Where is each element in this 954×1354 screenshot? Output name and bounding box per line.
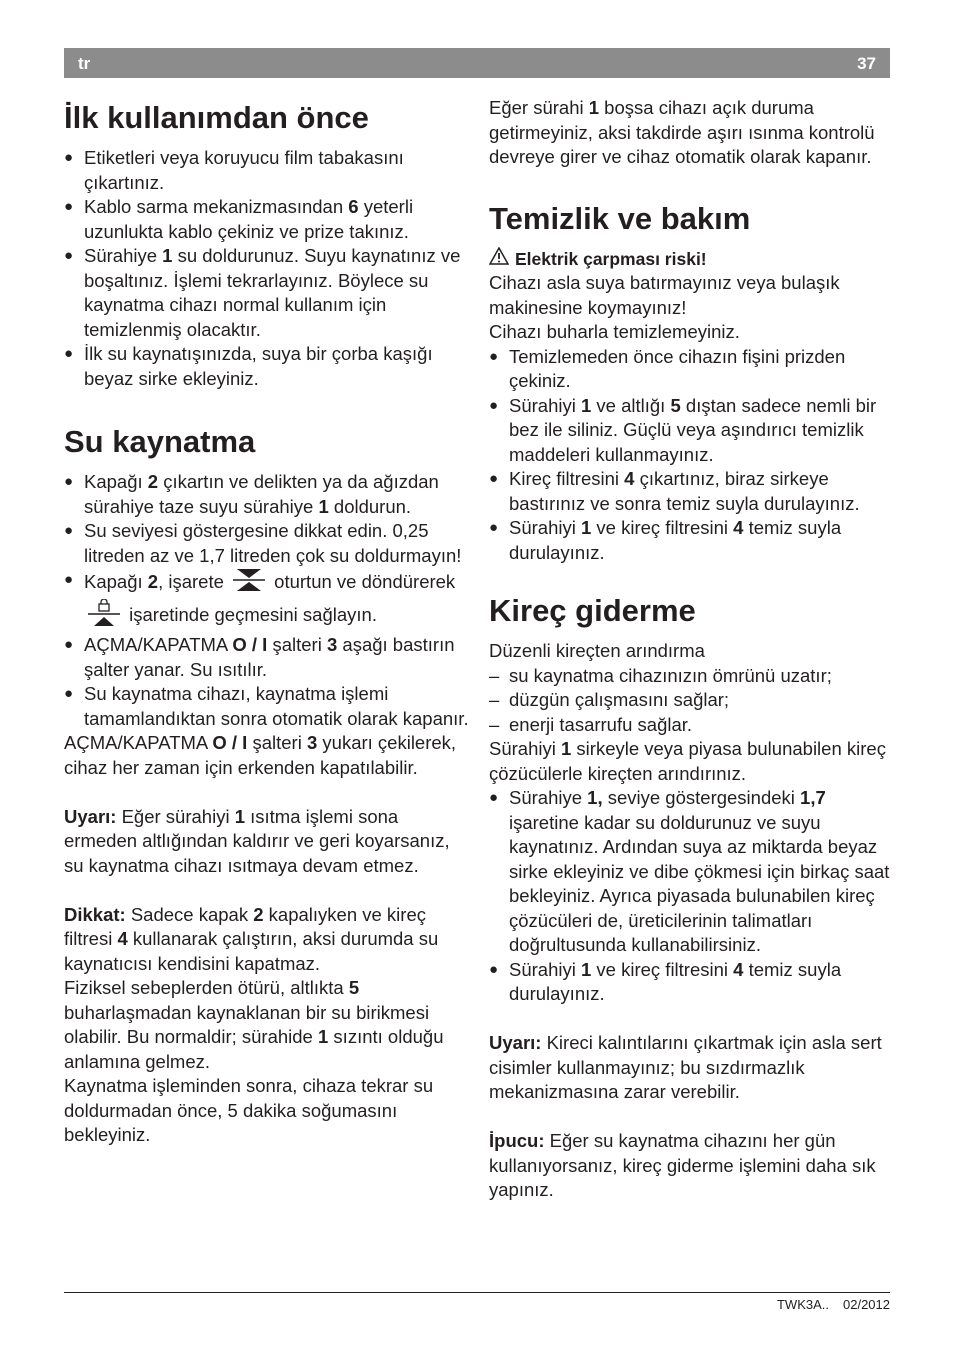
language-code: tr [78, 54, 91, 73]
descaling-method: Sürahiyi 1 sirkeyle veya piyasa bulunabilen kireç çözücülerle kireçten arındırınız. [489, 738, 886, 784]
list-item: ● Su seviyesi göstergesine dikkat edin. 0,25 litreden az ve 1,7 litreden çok su doldurmayın! [64, 519, 474, 568]
warning-paragraph: Uyarı: Eğer sürahiyi 1 ısıtma işlemi sona ermeden altlığından kaldırır ve geri koyarsanız, su kaynatma cihazı ısıtmaya devam etmez. [64, 805, 450, 876]
descaling-benefits [489, 664, 894, 738]
switch-paragraph: AÇMA/KAPATMA O / I şalteri 3 yukarı çekilerek, cihaz her zaman için erkenden kapatılabilir. [64, 732, 457, 778]
list-item: ● Su kaynatma cihazı, kaynatma işlemi tamamlandıktan sonra otomatik olarak kapanır. [64, 682, 474, 731]
section-title-boiling: Su kaynatma [64, 424, 256, 459]
list-item: ● Kapağı 2, işarete oturtun ve döndürerek işaretinde geçmesini sağlayın. [64, 568, 474, 633]
page-header [64, 48, 890, 78]
electric-shock-warning: Elektrik çarpması riski! [489, 247, 894, 272]
warning-triangle-icon [489, 247, 515, 272]
cleaning-list [489, 345, 894, 566]
descaling-list [489, 786, 894, 1007]
descaling-tip: İpucu: Eğer su kaynatma cihazını her gün kullanıyorsanız, kireç giderme işlemini daha sık yapınız. [489, 1130, 876, 1200]
list-item: ● Sürahiyi 1 ve kireç filtresini 4 temiz suyla durulayınız. [489, 958, 894, 1007]
section-title-descaling: Kireç giderme [489, 593, 696, 628]
section-title-cleaning: Temizlik ve bakım [489, 200, 751, 236]
list-item: ● Sürahiyi 1 ve kireç filtresini 4 temiz suyla durulayınız. [489, 516, 894, 565]
right-column [489, 96, 894, 1203]
left-column [64, 96, 474, 1148]
list-item: ● Kapağı 2 çıkartın ve delikten ya da ağızdan sürahiye taze suyu sürahiye 1 doldurun. [64, 470, 474, 519]
page-number: 37 [857, 54, 876, 73]
lid-close-icon [231, 568, 267, 599]
print-date: 02/2012 [843, 1297, 890, 1312]
list-item: ● Etiketleri veya koruyucu film tabakasını çıkartınız. [64, 146, 474, 195]
list-item: ● AÇMA/KAPATMA O / I şalteri 3 aşağı bastırın şalter yanar. Su ısıtılır. [64, 633, 474, 682]
empty-jug-paragraph: Eğer sürahi 1 boşsa cihazı açık duruma getirmeyiniz, aksi takdirde aşırı ısınma kontrolü devreye girer ve cihaz otomatik olarak kapanır. [489, 97, 875, 167]
page-footer [777, 1297, 890, 1312]
caution-paragraph: Dikkat: Sadece kapak 2 kapalıyken ve kireç filtresi 4 kullanarak çalıştırın, aksi durumda su kaynatıcısı kendisini kapatmaz. [64, 903, 439, 974]
cooling-paragraph: Kaynatma işleminden sonra, cihaza tekrar su doldurmadan önce, 5 dakika soğumasını bekleyiniz. [64, 1075, 434, 1145]
section-title-first-use: İlk kullanımdan önce [64, 100, 369, 135]
boiling-list [64, 470, 474, 731]
no-immerse-paragraph: Cihazı asla suya batırmayınız veya bulaşık makinesine koymayınız! [489, 272, 840, 318]
list-item: ● Kablo sarma mekanizmasından 6 yeterli uzunlukta kablo çekiniz ve prize takınız. [64, 195, 474, 244]
no-steam-paragraph: Cihazı buharla temizlemeyiniz. [489, 321, 740, 342]
list-item: ● Sürahiyi 1 ve altlığı 5 dıştan sadece nemli bir bez ile siliniz. Güçlü veya aşındırıcı temizlik maddeleri kullanmayınız. [489, 394, 894, 468]
list-item: ● İlk su kaynatışınızda, suya bir çorba kaşığı beyaz sirke ekleyiniz. [64, 342, 474, 391]
physics-paragraph: Fiziksel sebeplerden ötürü, altlıkta 5 buharlaşmadan kaynaklanan bir su birikmesi olabilir. Bu normaldir; sürahide 1 sızıntı olduğu anlamına gelmez. [64, 977, 444, 1072]
list-item: – su kaynatma cihazınızın ömrünü uzatır; [489, 664, 894, 689]
first-use-list [64, 146, 474, 391]
footer-divider [64, 1292, 890, 1293]
list-item: ● Sürahiye 1, seviye göstergesindeki 1,7 işaretine kadar su doldurunuz ve suyu kaynatınız. Ardından suya az miktarda beyaz sirke ekleyiniz ve dibe çökmesi için birkaç saat bekleyiniz. Ayrıca piyasada bulunabilen kireç çözücüleri de, üreticilerinin talimatları doğrultusunda kullanabilirsiniz. [489, 786, 894, 958]
list-item: – düzgün çalışmasını sağlar; [489, 688, 894, 713]
list-item: ● Sürahiye 1 su doldurunuz. Suyu kaynatınız ve boşaltınız. İşlemi tekrarlayınız. Böylece su kaynatma cihazı normal kullanım için temizlenmiş olacaktır. [64, 244, 474, 342]
descaling-intro: Düzenli kireçten arındırma [489, 640, 705, 661]
list-item: ● Temizlemeden önce cihazın fişini prizden çekiniz. [489, 345, 894, 394]
model-number: TWK3A.. [776, 1297, 829, 1312]
list-item: ● Kireç filtresini 4 çıkartınız, biraz sirkeye bastırınız ve sonra temiz suyla durulayınız. [489, 467, 894, 516]
descaling-warning: Uyarı: Kireci kalıntılarını çıkartmak için asla sert cisimler kullanmayınız; bu sızdırmazlık mekanizmasına zarar verebilir. [489, 1032, 882, 1102]
lid-lock-icon [86, 599, 122, 634]
list-item: – enerji tasarrufu sağlar. [489, 713, 894, 738]
